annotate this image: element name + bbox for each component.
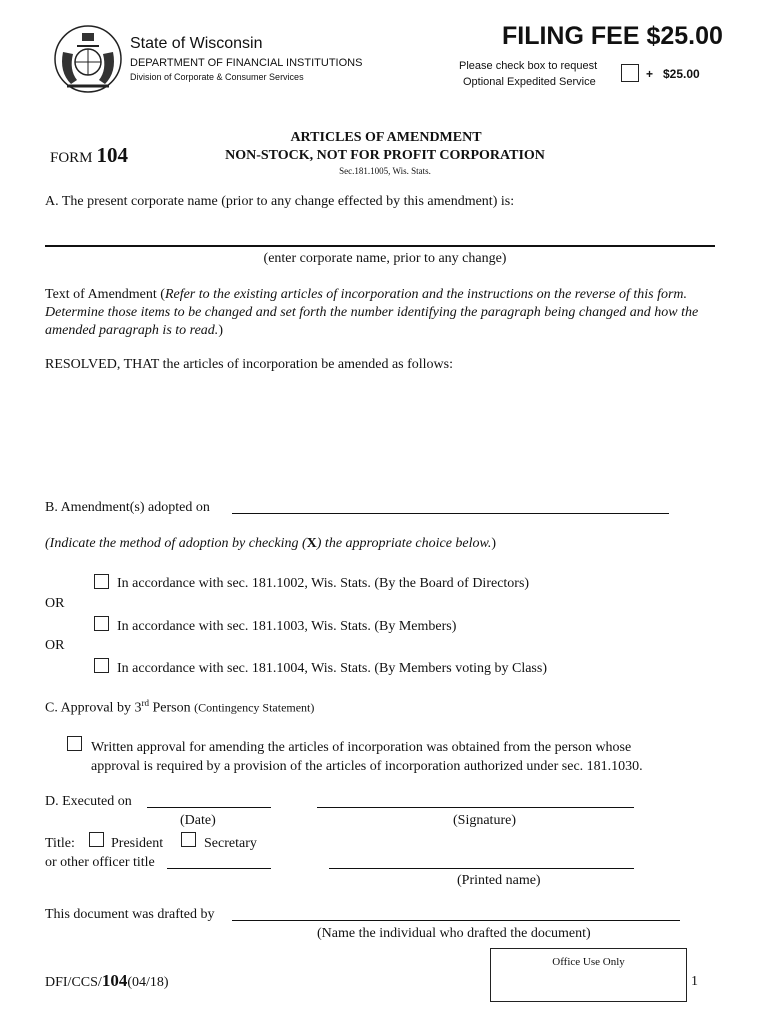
adoption-instruction-a: (Indicate the method of adoption by checking ( bbox=[45, 536, 307, 551]
adoption-instruction-b: ) the appropriate choice below. bbox=[316, 536, 492, 551]
option-class-label: In accordance with sec. 181.1004, Wis. Stats. (By Members voting by Class) bbox=[117, 661, 547, 676]
section-c-contingency: (Contingency Statement) bbox=[194, 700, 315, 715]
department-name: DEPARTMENT OF FINANCIAL INSTITUTIONS bbox=[130, 57, 363, 69]
option-board-checkbox[interactable] bbox=[94, 574, 109, 589]
amendment-text-area[interactable] bbox=[45, 380, 715, 490]
form-label-text: FORM bbox=[50, 150, 93, 166]
option-board-label: In accordance with sec. 181.1002, Wis. Stats. (By the Board of Directors) bbox=[117, 576, 530, 591]
drafted-by-caption: (Name the individual who drafted the document) bbox=[317, 926, 591, 941]
date-caption: (Date) bbox=[180, 813, 216, 828]
form-code-number: 104 bbox=[101, 971, 128, 990]
secretary-label: Secretary bbox=[204, 836, 257, 851]
written-approval-checkbox[interactable] bbox=[67, 736, 82, 751]
secretary-checkbox[interactable] bbox=[181, 832, 196, 847]
expedite-checkbox[interactable] bbox=[621, 64, 639, 82]
wisconsin-seal-icon bbox=[53, 24, 123, 94]
office-use-label: Office Use Only bbox=[552, 956, 625, 968]
amendment-text-label: Text of Amendment ( bbox=[45, 287, 165, 302]
adoption-instruction bbox=[45, 536, 496, 552]
office-use-box bbox=[490, 948, 687, 1002]
option-class-checkbox[interactable] bbox=[94, 658, 109, 673]
or-separator-2: OR bbox=[45, 638, 65, 653]
state-name: State of Wisconsin bbox=[130, 35, 263, 52]
written-approval-line-2: approval is required by a provision of the articles of incorporation authorized under sec. 181.1030. bbox=[91, 759, 643, 774]
section-b-label: B. Amendment(s) adopted on bbox=[45, 500, 210, 515]
title-label: Title: bbox=[45, 836, 75, 851]
signature-caption: (Signature) bbox=[453, 813, 516, 828]
drafted-by-field[interactable] bbox=[232, 920, 680, 921]
amendment-text-italic: Refer to the existing articles of incorporation and the instructions on the reverse of this form. Determine those items to be changed and set forth the number identifying the paragraph being changed and how the amended paragraph is to read. bbox=[45, 287, 699, 338]
drafted-by-label: This document was drafted by bbox=[45, 907, 215, 922]
expedite-instruction-1: Please check box to request bbox=[459, 60, 598, 72]
amendment-instructions bbox=[45, 286, 725, 340]
corporate-name-field[interactable] bbox=[45, 245, 715, 247]
section-c-label-a: C. Approval by 3 bbox=[45, 700, 142, 716]
section-c-label-b: Person bbox=[148, 700, 195, 716]
expedite-instruction-2: Optional Expedited Service bbox=[463, 76, 596, 88]
section-c-label bbox=[45, 698, 314, 717]
page-number: 1 bbox=[691, 974, 698, 989]
adoption-instruction-x: X bbox=[306, 536, 317, 551]
filing-fee: FILING FEE $25.00 bbox=[502, 22, 723, 50]
amendment-text-close: ) bbox=[218, 323, 223, 338]
president-checkbox[interactable] bbox=[89, 832, 104, 847]
signature-field[interactable] bbox=[317, 807, 634, 808]
resolved-statement: RESOLVED, THAT the articles of incorporation be amended as follows: bbox=[45, 357, 453, 372]
section-c-sup: rd bbox=[141, 698, 149, 708]
other-officer-title-field[interactable] bbox=[167, 868, 271, 869]
corporate-name-caption: (enter corporate name, prior to any change) bbox=[263, 251, 507, 266]
section-a-label: A. The present corporate name (prior to any change effected by this amendment) is: bbox=[45, 194, 515, 209]
execution-date-field[interactable] bbox=[147, 807, 271, 808]
division-name: Division of Corporate & Consumer Services bbox=[130, 72, 304, 82]
option-members-checkbox[interactable] bbox=[94, 616, 109, 631]
option-members-label: In accordance with sec. 181.1003, Wis. Stats. (By Members) bbox=[117, 619, 457, 634]
or-separator-1: OR bbox=[45, 596, 65, 611]
president-label: President bbox=[111, 836, 164, 851]
form-title-2: NON-STOCK, NOT FOR PROFIT CORPORATION bbox=[225, 148, 545, 163]
printed-name-field[interactable] bbox=[329, 868, 634, 869]
statute-reference: Sec.181.1005, Wis. Stats. bbox=[339, 166, 431, 176]
printed-name-caption: (Printed name) bbox=[457, 873, 541, 888]
other-officer-title-label: or other officer title bbox=[45, 855, 155, 870]
section-d-label: D. Executed on bbox=[45, 794, 132, 809]
form-title-1: ARTICLES OF AMENDMENT bbox=[290, 130, 482, 145]
state-seal bbox=[53, 24, 123, 94]
form-code-suffix: (04/18) bbox=[127, 975, 169, 990]
form-code bbox=[45, 971, 169, 991]
adoption-date-field[interactable] bbox=[232, 513, 669, 514]
form-code-prefix: DFI/CCS/ bbox=[45, 975, 102, 990]
adoption-instruction-close: ) bbox=[491, 536, 497, 551]
written-approval-line-1: Written approval for amending the articles of incorporation was obtained from the person whose bbox=[91, 740, 632, 755]
form-number: 104 bbox=[96, 143, 129, 167]
expedite-fee: + $25.00 bbox=[646, 67, 700, 81]
